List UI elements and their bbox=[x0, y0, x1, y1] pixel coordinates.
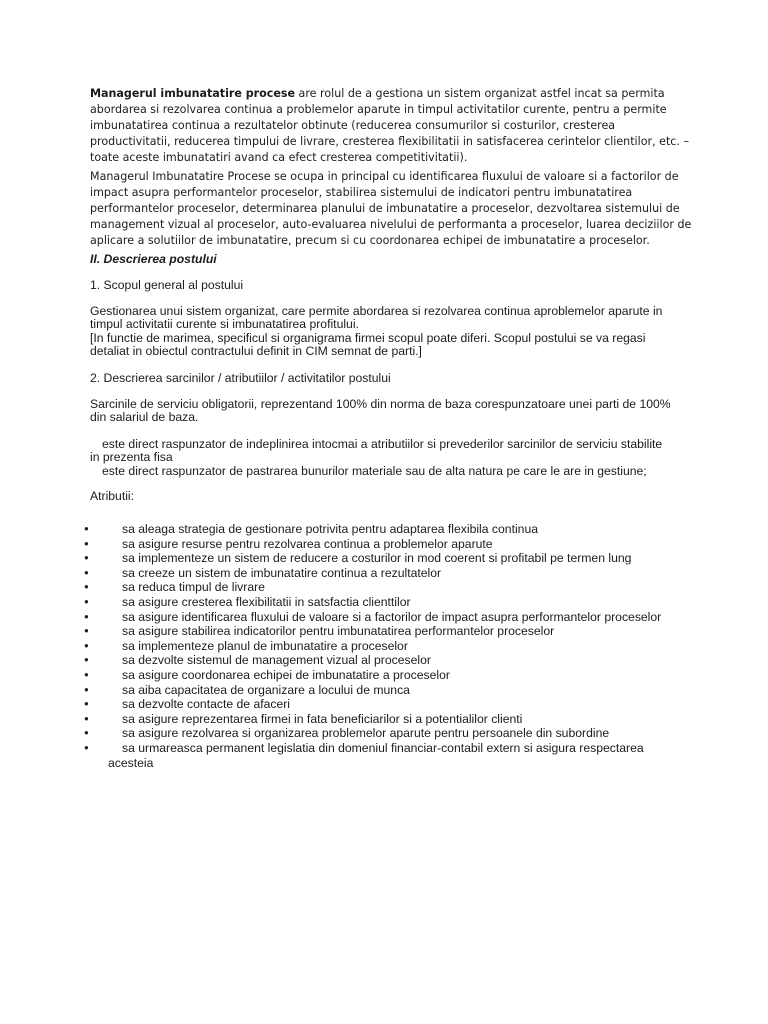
duties-line: din salariul de baza. bbox=[90, 410, 199, 425]
bullet-icon: ● bbox=[84, 655, 89, 665]
bullet-icon: ● bbox=[84, 582, 89, 592]
list-item bbox=[0, 683, 768, 698]
intro-paragraph bbox=[90, 86, 689, 166]
bullet-icon: ● bbox=[84, 640, 89, 650]
list-item bbox=[0, 653, 768, 668]
list-item-text: sa asigure rezolvarea si organizarea problemelor aparute pentru persoanele din subordine bbox=[122, 726, 610, 741]
duties-heading: 2. Descrierea sarcinilor / atributiilor / activitatilor postului bbox=[90, 371, 391, 385]
duties-line: Sarcinile de serviciu obligatorii, reprezentand 100% din norma de baza corespunzatoare unei parti de 100% bbox=[90, 397, 671, 411]
scope-line: timpul activitatii curente si imbunatatirea profitului. bbox=[90, 317, 359, 332]
list-item-text: sa asigure reprezentarea firmei in fata beneficiarilor si a potentialilor clienti bbox=[122, 711, 523, 726]
scope-line: Gestionarea unui sistem organizat, care permite abordarea si rezolvarea continua aproblemelor aparute in bbox=[90, 304, 663, 318]
list-item bbox=[0, 697, 768, 712]
bullet-icon: ● bbox=[84, 713, 89, 723]
bullet-icon: ● bbox=[84, 553, 89, 563]
intro-line: abordarea si rezolvarea continua a problemelor aparute in timpul activitatilor curente, pentru a permite bbox=[90, 103, 667, 116]
list-item bbox=[0, 726, 768, 741]
list-item-text: sa implementeze planul de imbunatatire a proceselor bbox=[122, 638, 408, 653]
intro-line: toate aceste imbunatatiri avand ca efect cresterea competitivitatii). bbox=[90, 151, 468, 164]
responsibility-line: este direct raspunzator de indeplinirea intocmai a atributiilor si prevederilor sarcinilor de serviciu stabilite bbox=[102, 437, 663, 451]
scope-heading: 1. Scopul general al postului bbox=[90, 278, 244, 292]
responsibility-line: este direct raspunzator de pastrarea bunurilor materiale sau de alta natura pe care le are in gestiune; bbox=[102, 463, 647, 478]
scope-paragraph bbox=[90, 305, 662, 359]
list-item bbox=[0, 712, 768, 727]
bullet-icon: ● bbox=[84, 728, 89, 738]
bullet-icon: ● bbox=[84, 742, 89, 752]
list-item-text: sa asigure coordonarea echipei de imbunatatire a proceselor bbox=[122, 667, 450, 682]
attributions-label: Atributii: bbox=[90, 489, 135, 503]
section-title: II. Descrierea postului bbox=[90, 252, 217, 266]
list-item-text: sa aleaga strategia de gestionare potrivita pentru adaptarea flexibila continua bbox=[122, 522, 539, 536]
bullet-icon: ● bbox=[84, 524, 89, 533]
focus-paragraph bbox=[90, 169, 691, 249]
attributions-list bbox=[0, 522, 768, 770]
list-item bbox=[0, 639, 768, 654]
focus-line: performantelor proceselor, determinarea planului de imbunatatire a proceselor, dezvoltarea sistemului de bbox=[90, 202, 680, 215]
list-item-continuation: acesteia bbox=[108, 755, 154, 770]
list-item bbox=[0, 595, 768, 610]
bullet-icon: ● bbox=[84, 596, 89, 606]
bullet-icon: ● bbox=[84, 611, 89, 621]
focus-line: Managerul Imbunatatire Procese se ocupa in principal cu identificarea fluxului de valoare si a factorilor de bbox=[90, 170, 679, 183]
bullet-icon: ● bbox=[84, 684, 89, 694]
bullet-icon: ● bbox=[84, 538, 89, 548]
list-item-text: sa dezvolte contacte de afaceri bbox=[122, 697, 291, 712]
list-item bbox=[0, 580, 768, 595]
list-item bbox=[0, 537, 768, 552]
list-item bbox=[0, 741, 768, 770]
list-item-text: sa dezvolte sistemul de management vizual al proceselor bbox=[122, 653, 431, 668]
duties-paragraph bbox=[90, 398, 671, 425]
list-item-text: sa implementeze un sistem de reducere a costurilor in mod coerent si profitabil pe termen lung bbox=[122, 551, 632, 566]
scope-line: detaliat in obiectul contractului definit in CIM semnat de parti.] bbox=[90, 344, 422, 359]
intro-line: productivitatii, reducerea timpului de livrare, cresterea flexibilitatii in satisfacerea cerintelor clientilor, etc. – bbox=[90, 135, 690, 148]
job-title-bold: Managerul imbunatatire procese bbox=[90, 87, 296, 100]
list-item-text: sa creeze un sistem de imbunatatire continua a rezultatelor bbox=[122, 565, 442, 580]
focus-line: management vizual al proceselor, auto-evaluarea nivelului de performanta a proceselor, luarea deciziilor de bbox=[90, 218, 692, 231]
scope-line: [In functie de marimea, specificul si organigrama firmei scopul poate diferi. Scopul postului se va regasi bbox=[90, 330, 646, 345]
list-item-text: sa asigure stabilirea indicatorilor pentru imbunatatirea performantelor proceselor bbox=[122, 624, 555, 639]
bullet-icon: ● bbox=[84, 567, 89, 577]
list-item-text: sa aiba capacitatea de organizare a locului de munca bbox=[122, 682, 410, 697]
list-item bbox=[0, 551, 768, 566]
list-item bbox=[0, 610, 768, 625]
list-item-text: sa asigure resurse pentru rezolvarea continua a problemelor aparute bbox=[122, 536, 493, 551]
list-item bbox=[0, 624, 768, 639]
focus-line: aplicare a solutiilor de imbunatatire, precum si cu coordonarea echipei de imbunatatire a proceselor. bbox=[90, 234, 650, 247]
list-item bbox=[0, 522, 768, 537]
bullet-icon: ● bbox=[84, 669, 89, 679]
list-item bbox=[0, 668, 768, 683]
intro-line: imbunatatirea continua a rezultatelor obtinute (reducerea consumurilor si costurilor, cresterea bbox=[90, 119, 616, 132]
bullet-icon: ● bbox=[84, 699, 89, 709]
intro-first-line bbox=[90, 86, 689, 102]
intro-first-line-text: are rolul de a gestiona un sistem organizat astfel incat sa permita bbox=[295, 87, 665, 100]
list-item-text: sa reduca timpul de livrare bbox=[122, 580, 265, 595]
focus-line: impact asupra performantelor proceselor, stabilirea sistemului de indicatori pentru imbunatatirea bbox=[90, 186, 633, 199]
bullet-icon: ● bbox=[84, 626, 89, 636]
responsibilities-paragraph bbox=[90, 438, 662, 478]
list-item bbox=[0, 566, 768, 581]
responsibility-line: in prezenta fisa bbox=[90, 450, 173, 465]
list-item-text: sa asigure identificarea fluxului de valoare si a factorilor de impact asupra performantelor proceselor bbox=[122, 609, 662, 624]
list-item-text: sa asigure cresterea flexibilitatii in satsfactia clienttilor bbox=[122, 594, 411, 609]
list-item-text: sa urmareasca permanent legislatia din domeniul financiar-contabil extern si asigura respectarea bbox=[122, 740, 644, 755]
